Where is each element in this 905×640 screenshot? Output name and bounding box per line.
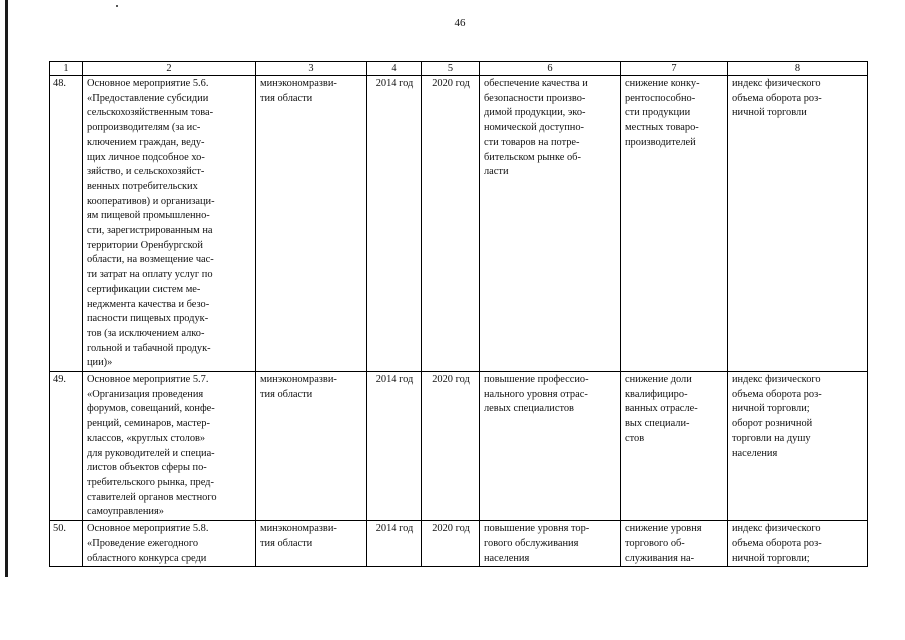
consequence-cell — [621, 521, 728, 567]
executor-cell-line: минэкономразви- — [260, 374, 337, 386]
consequence-cell-line: вых специали- — [625, 418, 690, 430]
measure-cell-line: ям пищевой промышленно- — [87, 210, 210, 222]
consequence-cell-line: ванных отрасле- — [625, 403, 698, 415]
measure-cell-line: гольной и табачной продук- — [87, 342, 211, 354]
measure-cell-line: щих личное подсобное хо- — [87, 151, 205, 163]
expected-result-cell-line: сти товаров на потре- — [484, 136, 580, 148]
executor-cell-line: тия области — [260, 92, 313, 104]
measure-cell-line: самоуправления» — [87, 506, 164, 518]
executor-cell-line: минэкономразви- — [260, 78, 337, 89]
indicator-cell-line: ничной торговли — [732, 107, 807, 119]
indicator-cell-line: ничной торговли; — [732, 552, 810, 564]
measures-table — [49, 61, 868, 567]
end-year-cell: 2020 год — [422, 521, 480, 567]
indicator-cell-line: ничной торговли; — [732, 403, 810, 415]
measure-cell-line: ропроизводителям (за ис- — [87, 122, 201, 134]
row-number-cell: 50. — [50, 521, 83, 567]
scan-speck — [116, 5, 118, 7]
measure-cell-line: тов (за исключением алко- — [87, 327, 205, 339]
executor-cell — [256, 372, 367, 521]
indicator-cell — [728, 76, 868, 372]
indicator-cell-line: объема оборота роз- — [732, 92, 822, 104]
end-year-cell: 2020 год — [422, 372, 480, 521]
table-row — [50, 372, 868, 521]
page-crop-mask — [0, 577, 905, 640]
row-number-cell: 48. — [50, 76, 83, 372]
header-cell-8: 8 — [728, 62, 868, 76]
indicator-cell-line: индекс физического — [732, 523, 821, 535]
executor-cell-line: тия области — [260, 537, 313, 549]
consequence-cell-line: торгового об- — [625, 537, 685, 549]
header-cell-7: 7 — [621, 62, 728, 76]
measure-cell-line: Основное мероприятие 5.6. — [87, 78, 209, 89]
expected-result-cell-line: димой продукции, эко- — [484, 107, 586, 119]
measure-cell-line: неджмента качества и безо- — [87, 298, 210, 310]
header-cell-6: 6 — [480, 62, 621, 76]
table-body — [50, 76, 868, 567]
expected-result-cell-line: безопасности произво- — [484, 92, 586, 104]
expected-result-cell-line: номической доступно- — [484, 122, 585, 134]
measure-cell-line: области, на возмещение час- — [87, 254, 214, 266]
table-row — [50, 76, 868, 372]
measure-cell — [83, 521, 256, 567]
measure-cell-line: зяйство, и сельскохозяйст- — [87, 166, 205, 178]
expected-result-cell — [480, 76, 621, 372]
measure-cell-line: сти, зарегистрированным на — [87, 225, 213, 237]
measure-cell-line: Основное мероприятие 5.7. — [87, 374, 209, 386]
measure-cell-line: «Организация проведения — [87, 388, 204, 400]
executor-cell-line: тия области — [260, 388, 313, 400]
expected-result-cell — [480, 372, 621, 521]
indicator-cell-line: населения — [732, 447, 778, 459]
measure-cell-line: листов объектов сферы по- — [87, 462, 207, 474]
measure-cell-line: «Проведение ежегодного — [87, 537, 199, 549]
executor-cell — [256, 521, 367, 567]
consequence-cell-line: снижение доли — [625, 374, 692, 386]
consequence-cell-line: квалифициро- — [625, 388, 688, 400]
indicator-cell-line: индекс физического — [732, 78, 821, 89]
consequence-cell — [621, 76, 728, 372]
consequence-cell — [621, 372, 728, 521]
expected-result-cell-line: ласти — [484, 166, 509, 178]
measure-cell-line: ции)» — [87, 357, 113, 369]
table-header-row — [50, 62, 868, 76]
header-cell-4: 4 — [367, 62, 422, 76]
expected-result-cell-line: повышение уровня тор- — [484, 523, 590, 535]
consequence-cell-line: производителей — [625, 136, 696, 148]
table-row — [50, 521, 868, 567]
measure-cell-line: Основное мероприятие 5.8. — [87, 523, 209, 535]
measure-cell-line: ренций, семинаров, мастер- — [87, 418, 210, 430]
end-year-cell: 2020 год — [422, 76, 480, 372]
expected-result-cell-line: левых специалистов — [484, 403, 574, 415]
start-year-cell: 2014 год — [367, 76, 422, 372]
expected-result-cell-line: гового обслуживания — [484, 537, 579, 549]
measure-cell-line: ставителей органов местного — [87, 491, 217, 503]
measure-cell-line: ти затрат на оплату услуг по — [87, 269, 213, 281]
executor-cell-line: минэкономразви- — [260, 523, 337, 535]
header-cell-1: 1 — [50, 62, 83, 76]
expected-result-cell-line: населения — [484, 552, 530, 564]
measure-cell-line: классов, «круглых столов» — [87, 432, 206, 444]
indicator-cell-line: объема оборота роз- — [732, 537, 822, 549]
consequence-cell-line: рентоспособно- — [625, 92, 696, 104]
consequence-cell-line: сти продукции — [625, 107, 691, 119]
measure-cell-line: территории Оренбургской — [87, 239, 203, 251]
expected-result-cell — [480, 521, 621, 567]
indicator-cell — [728, 372, 868, 521]
header-cell-5: 5 — [422, 62, 480, 76]
measure-cell-line: пасности пищевых продук- — [87, 313, 209, 325]
measure-cell-line: для руководителей и специа- — [87, 447, 215, 459]
consequence-cell-line: служивания на- — [625, 552, 695, 564]
measure-cell-line: требительского рынка, пред- — [87, 476, 214, 488]
header-cell-3: 3 — [256, 62, 367, 76]
scan-edge-bar — [5, 0, 8, 640]
expected-result-cell-line: обеспечение качества и — [484, 78, 588, 89]
measure-cell — [83, 372, 256, 521]
measure-cell-line: ключением граждан, веду- — [87, 136, 205, 148]
measure-cell-line: форумов, совещаний, конфе- — [87, 403, 215, 415]
measure-cell-line: сельскохозяйственным това- — [87, 107, 214, 119]
consequence-cell-line: снижение конку- — [625, 78, 700, 89]
consequence-cell-line: снижение уровня — [625, 523, 702, 535]
page-number: 46 — [454, 17, 466, 29]
measure-cell-line: сертификации систем ме- — [87, 283, 201, 295]
start-year-cell: 2014 год — [367, 521, 422, 567]
expected-result-cell-line: нального уровня отрас- — [484, 388, 588, 400]
consequence-cell-line: стов — [625, 432, 645, 444]
measure-cell-line: «Предоставление субсидии — [87, 92, 209, 104]
expected-result-cell-line: повышение профессио- — [484, 374, 589, 386]
indicator-cell-line: индекс физического — [732, 374, 821, 386]
indicator-cell — [728, 521, 868, 567]
executor-cell — [256, 76, 367, 372]
measure-cell-line: областного конкурса среди — [87, 552, 207, 564]
header-cell-2: 2 — [83, 62, 256, 76]
measure-cell-line: венных потребительских — [87, 180, 198, 192]
start-year-cell: 2014 год — [367, 372, 422, 521]
measure-cell — [83, 76, 256, 372]
indicator-cell-line: торговли на душу — [732, 432, 811, 444]
indicator-cell-line: объема оборота роз- — [732, 388, 822, 400]
measure-cell-line: кооперативов) и организаци- — [87, 195, 215, 207]
expected-result-cell-line: бительском рынке об- — [484, 151, 581, 163]
row-number-cell: 49. — [50, 372, 83, 521]
consequence-cell-line: местных товаро- — [625, 122, 699, 134]
indicator-cell-line: оборот розничной — [732, 418, 813, 430]
